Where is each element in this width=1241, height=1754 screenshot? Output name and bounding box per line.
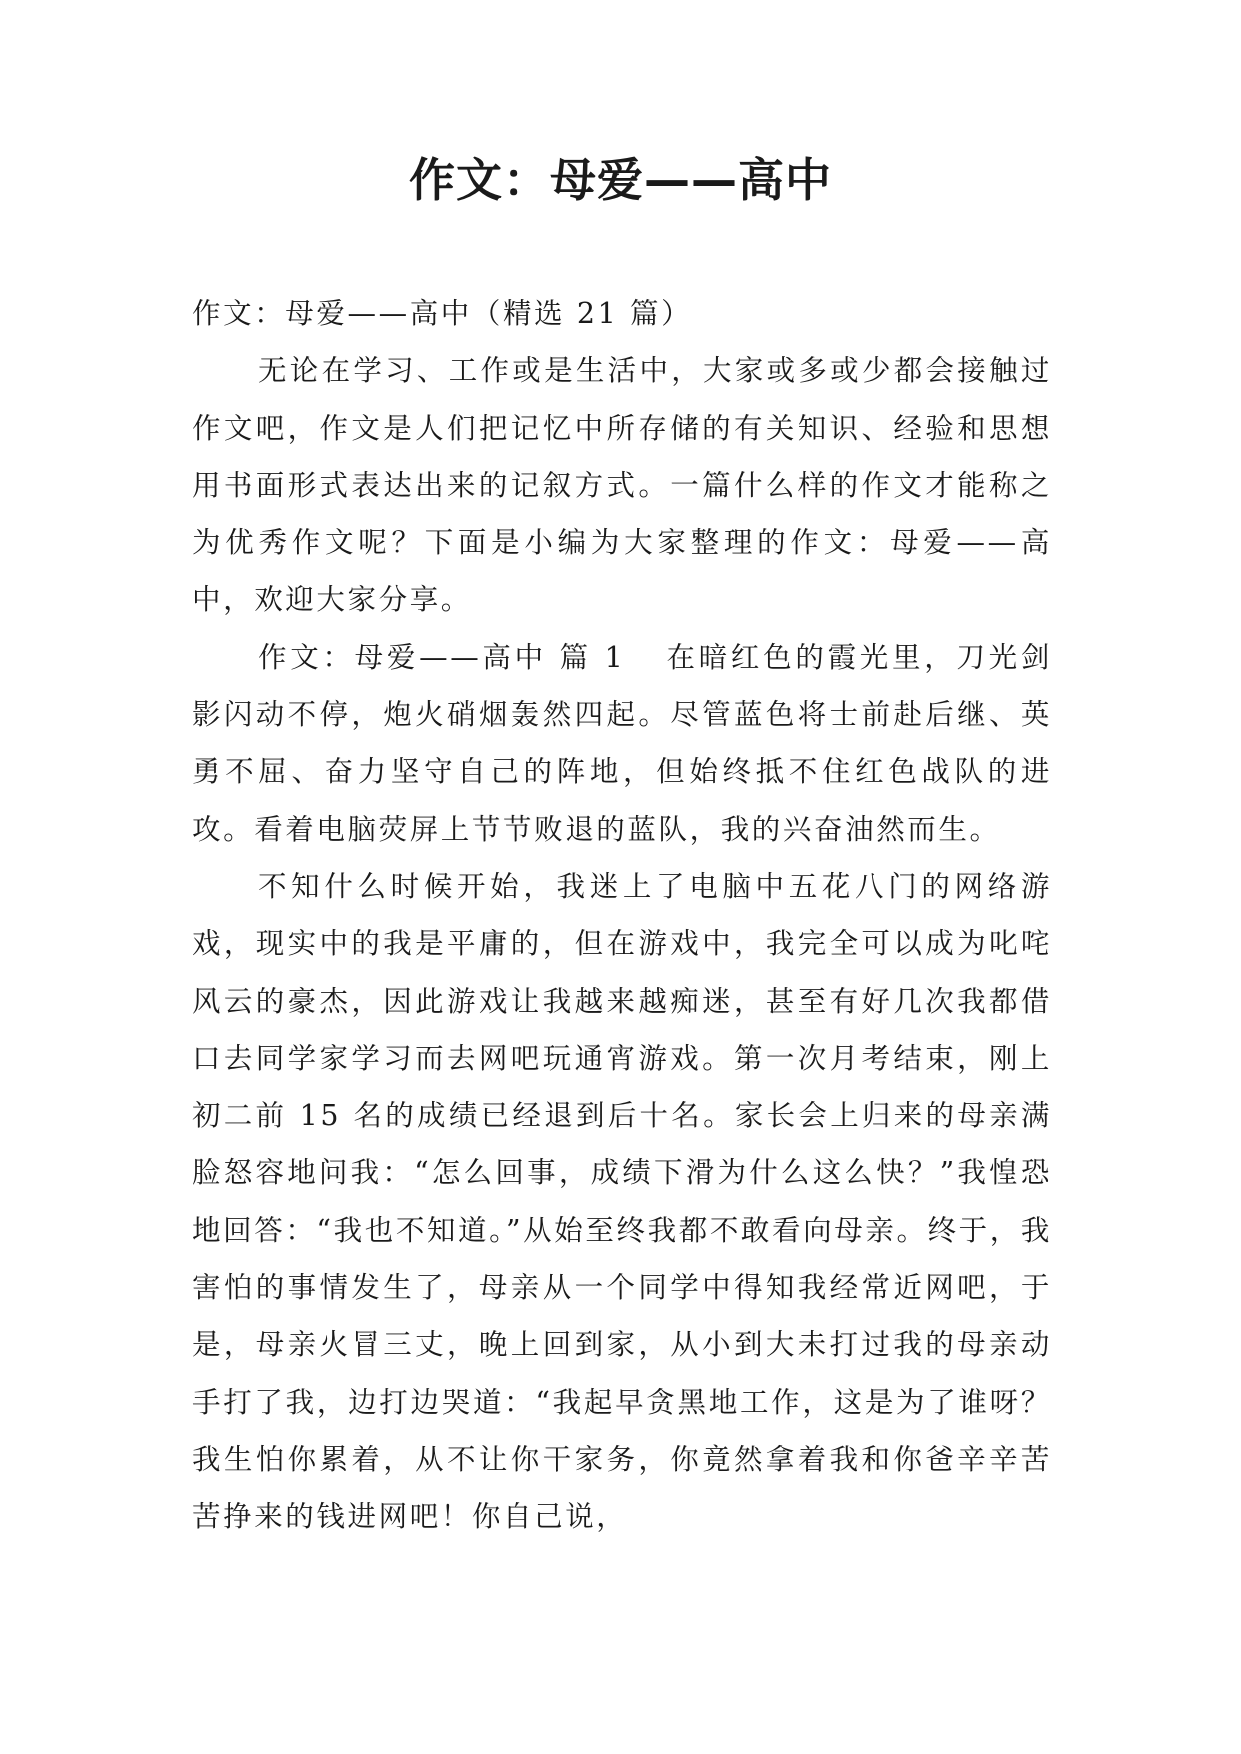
document-subtitle: 作文：母爱——高中（精选 21 篇）: [192, 297, 693, 330]
section-first-text: 在暗红色的霞光里，刀光剑影闪动不停，炮火硝烟轰然四起。尽管蓝色将士前赴后继、英勇不屈、奋力坚守自己的阵地，但始终抵不住红色战队的进攻。看着电脑荧屏上节节败退的蓝队，我的兴奋油然而生。: [192, 640, 1052, 846]
intro-paragraph: 无论在学习、工作或是生活中，大家或多或少都会接触过作文吧，作文是人们把记忆中所存储的有关知识、经验和思想用书面形式表达出来的记叙方式。一篇什么样的作文才能称之为优秀作文呢？下面是小编为大家整理的作文：母爱——高中，欢迎大家分享。: [192, 354, 1052, 617]
section-heading: 作文：母爱——高中 篇 1: [258, 640, 626, 674]
section-1-paragraph: [192, 629, 1052, 858]
document-body: [192, 285, 1052, 1546]
document-title: 作文：母爱——高中: [409, 153, 832, 207]
body-paragraph-2: 不知什么时候开始，我迷上了电脑中五花八门的网络游戏，现实中的我是平庸的，但在游戏中，我完全可以成为叱咤风云的豪杰，因此游戏让我越来越痴迷，甚至有好几次我都借口去同学家学习而去网吧玩通宵游戏。第一次月考结束，刚上初二前 15 名的成绩已经退到后十名。家长会上归来的母亲满脸怒容地问我：“怎么回事，成绩下滑为什么这么快？”我惶恐地回答：“我也不知道。”从始至终我都不敢看向母亲。终于，我害怕的事情发生了，母亲从一个同学中得知我经常近网吧，于是，母亲火冒三丈，晚上回到家，从小到大未打过我的母亲动手打了我，边打边哭道：“我起早贪黑地工作，这是为了谁呀？我生怕你累着，从不让你干家务，你竟然拿着我和你爸辛辛苦苦挣来的钱进网吧！你自己说，: [192, 869, 1052, 1534]
